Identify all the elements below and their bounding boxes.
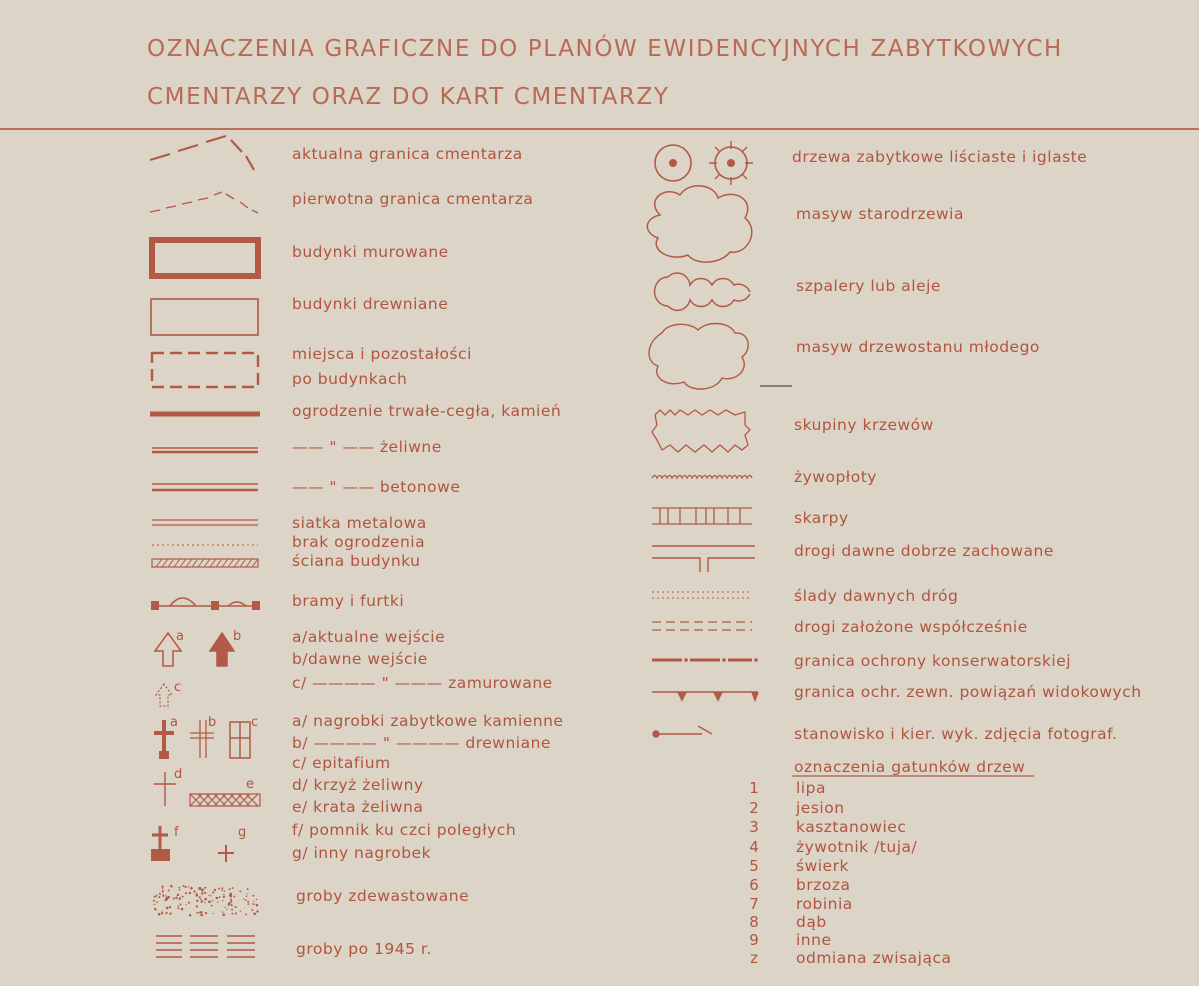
tombstone-icons bbox=[154, 720, 250, 758]
species-code: 2 bbox=[749, 799, 759, 817]
label-masonry-building: budynki murowane bbox=[292, 243, 449, 261]
old-roads-icon bbox=[652, 546, 755, 572]
label-building-remains-2: po budynkach bbox=[292, 370, 408, 388]
cast-iron-grille-icon bbox=[190, 794, 260, 806]
photo-position-icon bbox=[653, 726, 712, 737]
label-protection-boundary: granica ochrony konserwatorskiej bbox=[794, 652, 1072, 670]
label-current-entrance: a/aktualne wejście bbox=[292, 628, 446, 646]
label-epitaph: c/ epitafium bbox=[292, 754, 391, 772]
label-escarpment: skarpy bbox=[794, 509, 849, 527]
species-code: 5 bbox=[749, 857, 759, 875]
hedges-icon bbox=[652, 476, 752, 479]
label-gates: bramy i furtki bbox=[292, 592, 405, 610]
letter-b-entrance: b bbox=[233, 629, 242, 644]
label-photo-position: stanowisko i kier. wyk. zdjęcia fotograf. bbox=[794, 725, 1118, 743]
species-code: 7 bbox=[749, 895, 759, 913]
species-code: 9 bbox=[749, 931, 759, 949]
walled-entrance-icon bbox=[156, 684, 172, 706]
species-name: robinia bbox=[796, 895, 853, 913]
label-alleys: szpalery lub aleje bbox=[796, 277, 941, 295]
label-old-stand: masyw starodrzewia bbox=[796, 205, 964, 223]
original-boundary-icon bbox=[150, 192, 258, 213]
species-code: 6 bbox=[749, 876, 759, 894]
letter-a-tombstone: a bbox=[170, 715, 179, 730]
species-code: 3 bbox=[749, 818, 759, 836]
label-shrub-groups: skupiny krzewów bbox=[794, 416, 934, 434]
label-old-road-traces: ślady dawnych dróg bbox=[794, 587, 959, 605]
label-other-grave: g/ inny nagrobek bbox=[292, 844, 432, 862]
monument-icon bbox=[152, 826, 169, 860]
species-name: świerk bbox=[796, 857, 849, 875]
label-wooden-building: budynki drewniane bbox=[292, 295, 449, 313]
label-stone-tombstones: a/ nagrobki zabytkowe kamienne bbox=[292, 712, 564, 730]
building-wall-icon bbox=[152, 559, 258, 567]
species-name: żywotnik /tuja/ bbox=[796, 838, 918, 856]
letter-e-grille: e bbox=[246, 777, 255, 792]
old-stand-icon bbox=[647, 186, 751, 262]
devastated-graves-icon bbox=[153, 885, 259, 917]
letter-b-tombstone: b bbox=[208, 715, 217, 730]
label-walled-entrance: c/ ———— " ——— zamurowane bbox=[292, 674, 553, 692]
label-current-boundary: aktualna granica cmentarza bbox=[292, 145, 523, 163]
label-no-fence: brak ogrodzenia bbox=[292, 533, 426, 551]
alleys-icon bbox=[655, 273, 750, 310]
label-monument: f/ pomnik ku czci poległych bbox=[292, 821, 517, 839]
label-view-boundary: granica ochr. zewn. powiązań widokowych bbox=[794, 683, 1142, 701]
label-historic-trees: drzewa zabytkowe liściaste i iglaste bbox=[792, 148, 1088, 166]
escarpment-icon bbox=[652, 508, 752, 524]
species-heading: oznaczenia gatunków drzew bbox=[794, 758, 1026, 776]
label-old-roads: drogi dawne dobrze zachowane bbox=[794, 542, 1054, 560]
letter-d-cross: d bbox=[174, 767, 183, 782]
letter-f-monument: f bbox=[174, 825, 180, 840]
species-code: 4 bbox=[749, 838, 759, 856]
other-grave-icon bbox=[218, 845, 234, 862]
graves-after-1945-icon bbox=[156, 936, 255, 957]
label-modern-roads: drogi założone współcześnie bbox=[794, 618, 1028, 636]
species-code: 8 bbox=[749, 913, 759, 931]
entrance-arrows-icon bbox=[155, 633, 234, 666]
label-graves-after-1945: groby po 1945 r. bbox=[296, 940, 432, 958]
shrub-groups-icon bbox=[652, 410, 750, 452]
label-former-entrance: b/dawne wejście bbox=[292, 650, 428, 668]
species-name: lipa bbox=[796, 779, 826, 797]
historic-trees-icon bbox=[655, 141, 753, 185]
modern-roads-icon bbox=[652, 622, 752, 630]
label-building-wall: ściana budynku bbox=[292, 552, 421, 570]
building-remains-icon bbox=[152, 353, 258, 387]
label-original-boundary: pierwotna granica cmentarza bbox=[292, 190, 534, 208]
letter-c-tombstone: c bbox=[251, 715, 259, 730]
young-stand-icon bbox=[649, 324, 748, 390]
cast-iron-fence-icon bbox=[152, 448, 258, 452]
label-building-remains-1: miejsca i pozostałości bbox=[292, 345, 472, 363]
label-permanent-fence: ogrodzenie trwałe-cegła, kamień bbox=[292, 402, 562, 420]
species-name: brzoza bbox=[796, 876, 851, 894]
title-line-2: CMENTARZY ORAZ DO KART CMENTARZY bbox=[147, 84, 670, 110]
label-metal-mesh: siatka metalowa bbox=[292, 514, 427, 532]
view-boundary-icon bbox=[652, 692, 758, 700]
species-name: dąb bbox=[796, 913, 827, 931]
species-name: odmiana zwisająca bbox=[796, 949, 952, 967]
label-cast-iron-fence: —— " —— żeliwne bbox=[292, 438, 442, 456]
letter-g-grave: g bbox=[238, 825, 247, 840]
species-name: inne bbox=[796, 931, 832, 949]
species-code: 1 bbox=[749, 779, 759, 797]
wooden-building-icon bbox=[151, 299, 258, 335]
label-hedges: żywopłoty bbox=[794, 468, 877, 486]
concrete-fence-icon bbox=[152, 484, 258, 490]
species-code: z bbox=[750, 949, 758, 967]
letter-a-entrance: a bbox=[176, 629, 185, 644]
cast-iron-cross-icon bbox=[154, 772, 176, 806]
old-road-traces-icon bbox=[652, 592, 752, 598]
label-cast-iron-grille: e/ krata żeliwna bbox=[292, 798, 424, 816]
label-devastated-graves: groby zdewastowane bbox=[296, 887, 470, 905]
masonry-building-icon bbox=[152, 240, 258, 276]
label-young-stand: masyw drzewostanu młodego bbox=[796, 338, 1040, 356]
label-wooden-tombstones: b/ ———— " ———— drewniane bbox=[292, 734, 551, 752]
species-name: jesion bbox=[796, 799, 845, 817]
label-concrete-fence: —— " —— betonowe bbox=[292, 478, 461, 496]
species-name: kasztanowiec bbox=[796, 818, 907, 836]
title-line-1: OZNACZENIA GRAFICZNE DO PLANÓW EWIDENCYJNYCH ZABYTKOWYCH bbox=[147, 36, 1063, 62]
label-cast-iron-cross: d/ krzyż żeliwny bbox=[292, 776, 424, 794]
gates-icon bbox=[152, 598, 259, 609]
metal-mesh-icon bbox=[152, 520, 258, 525]
letter-c-entrance: c bbox=[174, 680, 182, 695]
current-boundary-icon bbox=[150, 136, 254, 170]
